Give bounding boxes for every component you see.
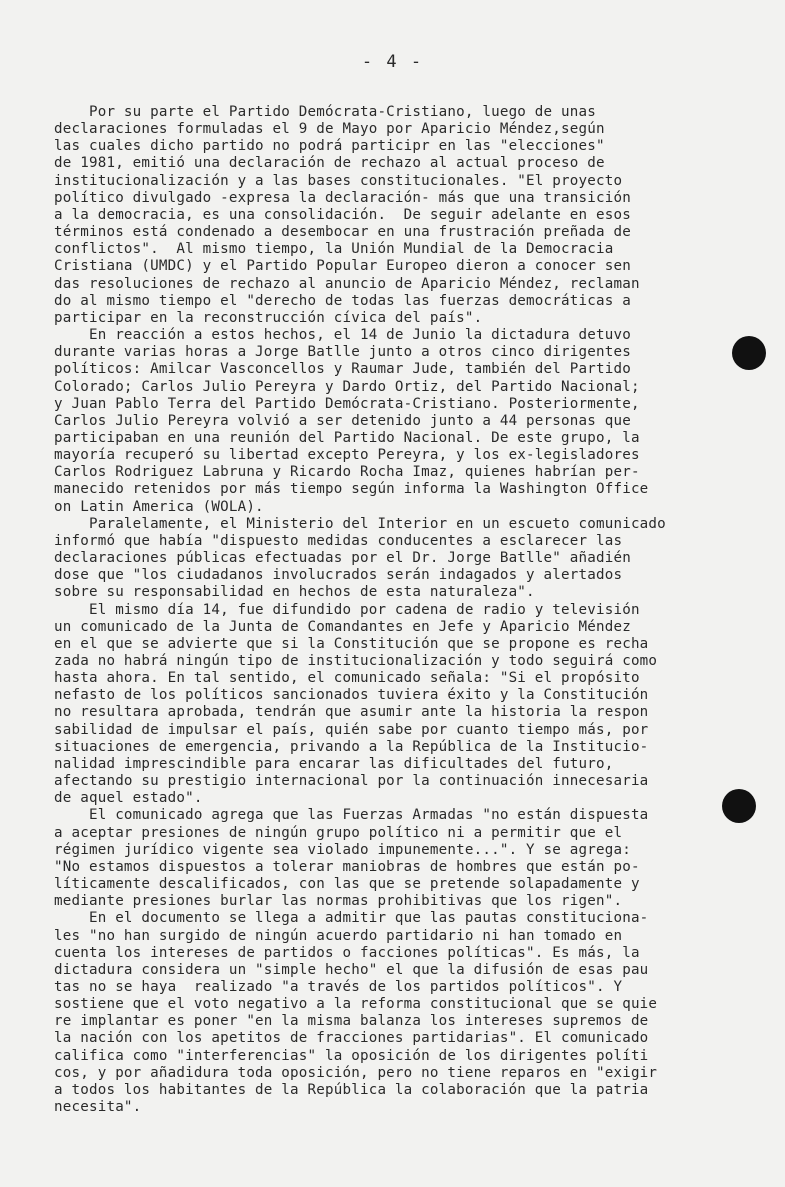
text-line: de aquel estado".: [54, 790, 203, 807]
text-line: re implantar es poner "en la misma balanza los intereses supremos de: [54, 1013, 649, 1030]
text-line: institucionalización y a las bases constitucionales. "El proyecto: [54, 172, 623, 189]
text-line: do al mismo tiempo el "derecho de todas las fuerzas democráticas a: [54, 292, 631, 309]
text-line: manecido retenidos por más tiempo según informa la Washington Office: [54, 481, 649, 498]
text-line: régimen jurídico vigente sea violado impunemente...". Y se agrega:: [54, 841, 631, 858]
text-line: Carlos Julio Pereyra volvió a ser detenido junto a 44 personas que: [54, 412, 631, 429]
text-line: En el documento se llega a admitir que las pautas constituciona-: [54, 910, 649, 927]
text-line: nefasto de los políticos sancionados tuviera éxito y la Constitución: [54, 687, 649, 704]
text-line: les "no han surgido de ningún acuerdo partidario ni han tomado en: [54, 927, 623, 944]
text-line: sabilidad de impulsar el país, quién sabe por cuanto tiempo más, por: [54, 721, 649, 738]
punch-hole-mark: [732, 336, 766, 370]
text-line: no resultara aprobada, tendrán que asumir ante la historia la respon: [54, 704, 649, 721]
text-line: "No estamos dispuestos a tolerar maniobras de hombres que están po-: [54, 858, 640, 875]
text-line: dictadura considera un "simple hecho" el que la difusión de esas pau: [54, 961, 649, 978]
text-line: participaban en una reunión del Partido Nacional. De este grupo, la: [54, 429, 640, 446]
text-line: dose que "los ciudadanos involucrados serán indagados y alertados: [54, 567, 623, 584]
text-line: mayoría recuperó su libertad excepto Pereyra, y los ex-legisladores: [54, 447, 640, 464]
text-line: El mismo día 14, fue difundido por cadena de radio y televisión: [54, 601, 640, 618]
text-line: necesita".: [54, 1099, 142, 1116]
text-line: tas no se haya realizado "a través de los partidos políticos". Y: [54, 978, 623, 995]
text-line: zada no habrá ningún tipo de institucionalización y todo seguirá como: [54, 653, 658, 669]
text-line: durante varias horas a Jorge Batlle junto a otros cinco dirigentes: [54, 344, 631, 361]
text-line: términos está condenado a desembocar en una frustración preñada de: [54, 224, 631, 241]
text-line: en el que se advierte que si la Constitución que se propone es recha: [54, 635, 649, 652]
text-line: sobre su responsabilidad en hechos de esta naturaleza".: [54, 584, 535, 601]
text-line: En reacción a estos hechos, el 14 de Junio la dictadura detuvo: [54, 327, 631, 344]
text-line: cuenta los intereses de partidos o facciones políticas". Es más, la: [54, 944, 640, 961]
text-line: Paralelamente, el Ministerio del Interior en un escueto comunicado: [54, 515, 666, 532]
text-line: hasta ahora. En tal sentido, el comunicado señala: "Si el propósito: [54, 670, 640, 687]
text-line: Colorado; Carlos Julio Pereyra y Dardo Ortiz, del Partido Nacional;: [54, 378, 640, 395]
text-line: sostiene que el voto negativo a la reforma constitucional que se quie: [54, 996, 658, 1013]
text-line: Cristiana (UMDC) y el Partido Popular Europeo dieron a conocer sen: [54, 258, 631, 275]
text-line: líticamente descalificados, con las que se pretende solapadamente y: [54, 876, 640, 893]
text-line: declaraciones públicas efectuadas por el Dr. Jorge Batlle" añadién: [54, 550, 631, 567]
text-line: de 1981, emitió una declaración de rechazo al actual proceso de: [54, 155, 605, 172]
text-line: declaraciones formuladas el 9 de Mayo por Aparicio Méndez,según: [54, 121, 605, 138]
text-line: a aceptar presiones de ningún grupo político ni a permitir que el: [54, 824, 623, 841]
text-line: conflictos". Al mismo tiempo, la Unión Mundial de la Democracia: [54, 241, 614, 258]
text-line: El comunicado agrega que las Fuerzas Armadas "no están dispuesta: [54, 807, 649, 824]
text-line: mediante presiones burlar las normas prohibitivas que los rigen".: [54, 893, 623, 910]
text-line: Por su parte el Partido Demócrata-Cristiano, luego de unas: [54, 104, 596, 120]
text-line: y Juan Pablo Terra del Partido Demócrata-Cristiano. Posteriormente,: [54, 395, 640, 412]
text-line: participar en la reconstrucción cívica del país".: [54, 309, 483, 326]
text-line: Carlos Rodriguez Labruna y Ricardo Rocha Imaz, quienes habrían per-: [54, 464, 640, 481]
text-line: la nación con los apetitos de fracciones partidarias". El comunicado: [54, 1030, 649, 1047]
text-line: das resoluciones de rechazo al anuncio de Aparicio Méndez, reclaman: [54, 275, 640, 292]
text-line: las cuales dicho partido no podrá participr en las "elecciones": [54, 138, 605, 155]
text-line: a la democracia, es una consolidación. De seguir adelante en esos: [54, 206, 631, 223]
text-line: a todos los habitantes de la República la colaboración que la patria: [54, 1081, 649, 1098]
text-line: cos, y por añadidura toda oposición, pero no tiene reparos en "exigir: [54, 1064, 658, 1081]
punch-hole-mark: [722, 789, 756, 823]
text-line: afectando su prestigio internacional por la continuación innecesaria: [54, 773, 649, 790]
text-line: nalidad imprescindible para encarar las dificultades del futuro,: [54, 755, 614, 772]
text-line: califica como "interferencias" la oposición de los dirigentes políti: [54, 1047, 649, 1064]
document-body: [54, 104, 734, 1116]
text-line: políticos: Amilcar Vasconcellos y Raumar Jude, también del Partido: [54, 361, 631, 378]
text-line: situaciones de emergencia, privando a la República de la Institucio-: [54, 738, 649, 755]
text-line: un comunicado de la Junta de Comandantes en Jefe y Aparicio Méndez: [54, 618, 631, 635]
page-number: - 4 -: [361, 52, 424, 72]
text-line: político divulgado -expresa la declaración- más que una transición: [54, 189, 631, 206]
text-line: on Latin America (WOLA).: [54, 498, 264, 515]
text-line: informó que había "dispuesto medidas conducentes a esclarecer las: [54, 532, 623, 549]
